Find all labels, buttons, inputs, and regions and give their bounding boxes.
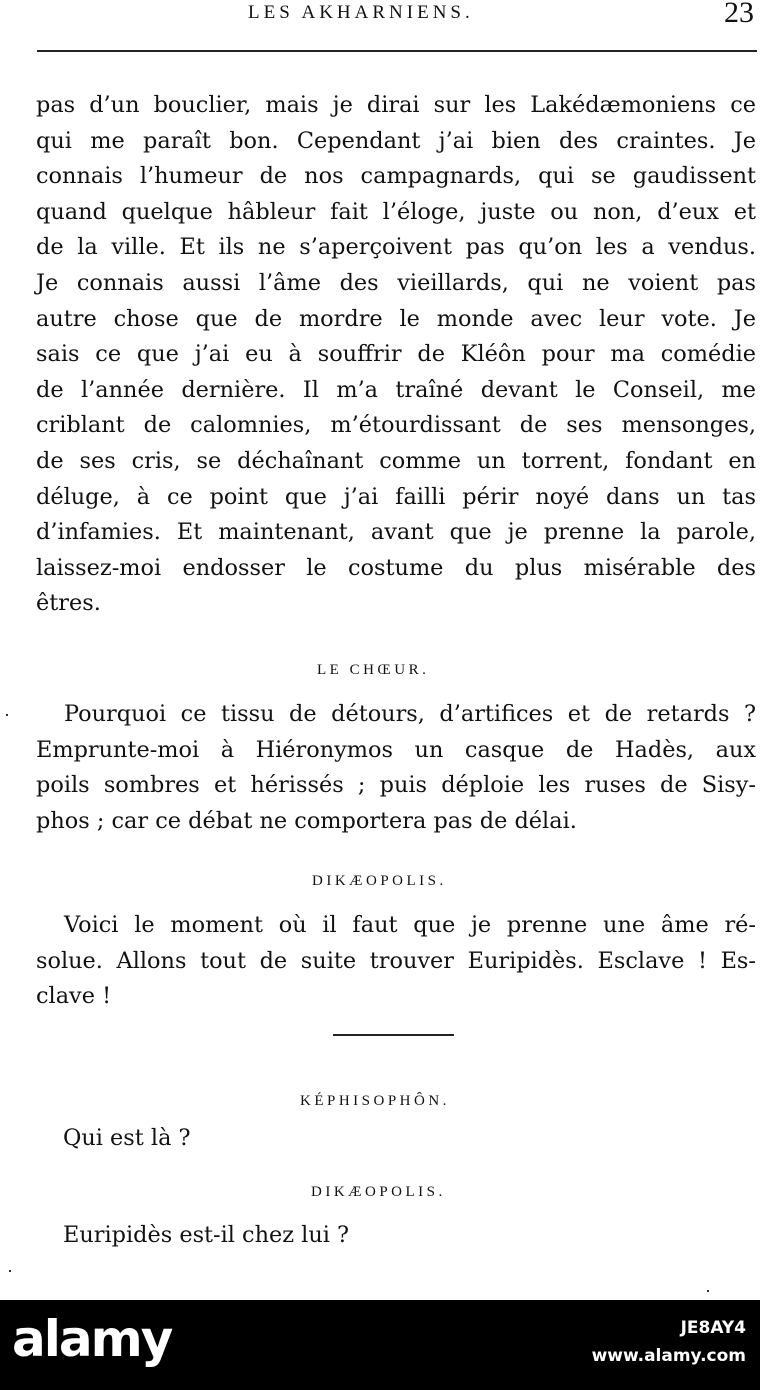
text-line: Voici le moment où il faut que je prenne une âme ré-: [64, 912, 756, 938]
text-line: de la ville. Et ils ne s’aperçoivent pas qu’on les a vendus.: [36, 234, 756, 261]
text-line: de ses cris, se déchaînant comme un torrent, fondant en: [36, 447, 756, 474]
text-line: de l’année dernière. Il m’a traîné devant le Conseil, me: [36, 376, 756, 403]
text-line: qui me paraît bon. Cependant j’ai bien des craintes. Je: [36, 127, 756, 154]
speaker-label-dikaeopolis-2: DIKÆOPOLIS.: [311, 1184, 446, 1200]
scene-divider: [333, 1034, 454, 1036]
paragraph-dikaeopolis-speech: [36, 88, 756, 622]
watermark-banner: [0, 1300, 760, 1390]
paragraph-dikaeopolis-reply: [36, 908, 756, 1015]
text-line: d’infamies. Et maintenant, avant que je prenne la parole,: [36, 519, 756, 546]
text-line: sais ce que j’ai eu à souffrir de Kléôn pour ma comédie: [36, 341, 756, 368]
page-number: 23: [724, 0, 754, 29]
line-kephisophon: Qui est là ?: [63, 1125, 191, 1151]
speaker-label-kephisophon: KÉPHISOPHÔN.: [300, 1093, 450, 1109]
speaker-label-chorus: LE CHŒUR.: [317, 662, 430, 678]
text-line: criblant de calomnies, m’étourdissant de ses mensonges,: [36, 412, 756, 439]
speaker-label-dikaeopolis: DIKÆOPOLIS.: [312, 873, 447, 889]
image-id: JE8AY4: [680, 1318, 746, 1338]
text-line: quand quelque hâbleur fait l’éloge, juste ou non, d’eux et: [36, 198, 756, 225]
text-line: autre chose que de mordre le monde avec leur vote. Je: [36, 305, 756, 332]
header-rule: [37, 50, 757, 52]
text-line: Je connais aussi l’âme des vieillards, qui ne voient pas: [36, 269, 756, 296]
print-speck: [9, 1270, 11, 1272]
text-line: êtres.: [36, 590, 101, 617]
print-speck: [6, 714, 8, 716]
running-title: LES AKHARNIENS.: [248, 2, 474, 23]
text-line: Pourquoi ce tissu de détours, d’artifices et de retards ?: [64, 701, 756, 727]
text-line: phos ; car ce débat ne comportera pas de délai.: [36, 807, 577, 834]
text-line: connais l’humeur de nos campagnards, qui se gaudissent: [36, 163, 756, 190]
print-speck: [707, 1290, 709, 1292]
watermark-url: www.alamy.com: [591, 1346, 746, 1366]
text-line: déluge, à ce point que j’ai failli périr noyé dans un tas: [36, 483, 756, 510]
text-line: poils sombres et hérissés ; puis déploie les ruses de Sisy-: [36, 772, 756, 799]
text-line: laissez-moi endosser le costume du plus misérable des: [36, 554, 756, 581]
text-line: clave !: [36, 983, 112, 1010]
text-line: Emprunte-moi à Hiéronymos un casque de Hadès, aux: [36, 736, 756, 763]
line-dikaeopolis: Euripidès est-il chez lui ?: [63, 1222, 350, 1248]
text-line: pas d’un bouclier, mais je dirai sur les Lakédæmoniens ce: [36, 92, 756, 118]
paragraph-chorus-speech: [36, 697, 756, 839]
text-line: solue. Allons tout de suite trouver Euripidès. Esclave ! Es-: [36, 947, 756, 974]
alamy-logo: alamy: [12, 1310, 172, 1368]
